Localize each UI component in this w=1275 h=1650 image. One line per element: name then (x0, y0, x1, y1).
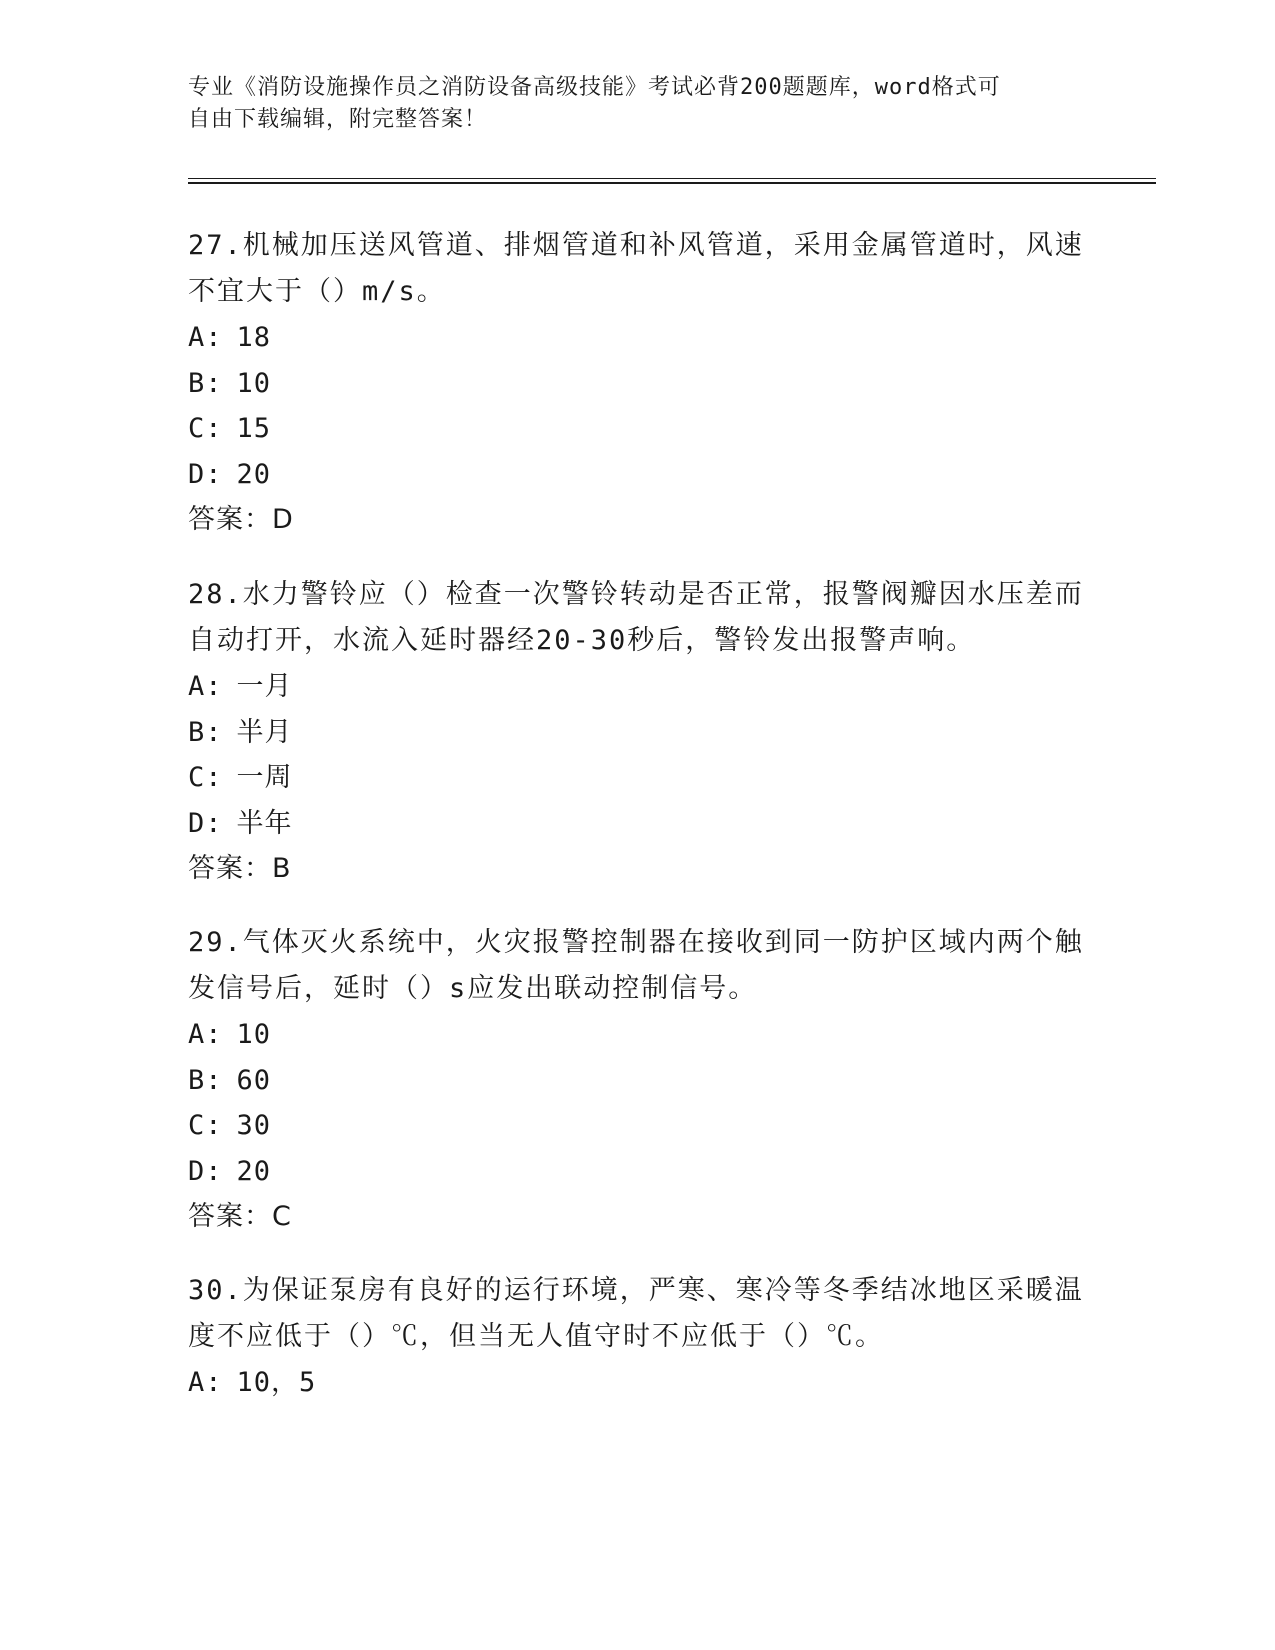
question-stem-line-1: 29.气体灭火系统中，火灾报警控制器在接收到同一防护区域内两个触 (188, 927, 1084, 958)
option-key: A: (188, 1367, 223, 1398)
option-a (188, 664, 1088, 710)
option-d (188, 801, 1088, 847)
answer-label: 答案：D (188, 504, 294, 535)
option-key: C: (188, 1110, 223, 1141)
option-a (188, 1012, 1088, 1058)
option-key: A: (188, 1019, 223, 1050)
option-b (188, 710, 1088, 756)
question-29 (188, 920, 1088, 1240)
option-value: 18 (236, 322, 272, 353)
answer-label: 答案：B (188, 853, 292, 884)
question-stem-line-2: 度不应低于（）℃，但当无人值守时不应低于（）℃。 (188, 1321, 884, 1352)
option-key: C: (188, 413, 223, 444)
option-value: 半年 (236, 807, 293, 839)
option-a (188, 315, 1088, 361)
option-value: 一月 (236, 671, 293, 702)
option-value: 半月 (236, 716, 293, 748)
option-key: B: (188, 367, 223, 399)
question-stem-line-1: 27.机械加压送风管道、排烟管道和补风管道，采用金属管道时，风速 (188, 230, 1084, 261)
header-divider-thick (188, 182, 1156, 184)
option-key: A: (188, 671, 223, 702)
header-line-2: 自由下载编辑，附完整答案！ (188, 107, 488, 132)
header-divider-thin (188, 178, 1156, 179)
option-c (188, 755, 1088, 801)
question-stem-line-2: 发信号后，延时（）s应发出联动控制信号。 (188, 973, 758, 1004)
option-key: B: (188, 1064, 223, 1096)
option-key: A: (188, 322, 223, 353)
document-header (188, 72, 1088, 136)
option-key: D: (188, 458, 223, 490)
option-key: D: (188, 1155, 223, 1187)
question-stem-line-1: 30.为保证泵房有良好的运行环境，严寒、寒冷等冬季结冰地区采暖温 (188, 1275, 1084, 1306)
option-value: 15 (236, 413, 272, 444)
option-value: 10 (236, 1019, 272, 1050)
question-stem-line-1: 28.水力警铃应（）检查一次警铃转动是否正常，报警阀瓣因水压差而 (188, 579, 1084, 610)
option-value: 30 (236, 1110, 272, 1141)
option-value: 10，5 (236, 1367, 317, 1398)
option-value: 20 (236, 458, 272, 490)
option-key: D: (188, 807, 223, 839)
question-stem-line-2: 自动打开，水流入延时器经20-30秒后，警铃发出报警声响。 (188, 625, 976, 656)
option-value: 60 (236, 1064, 272, 1096)
option-b (188, 1058, 1088, 1104)
answer-label: 答案：C (188, 1201, 292, 1232)
option-key: C: (188, 762, 223, 793)
option-b (188, 361, 1088, 407)
option-value: 10 (236, 367, 272, 399)
option-d (188, 452, 1088, 498)
option-c (188, 1103, 1088, 1149)
question-stem-line-2: 不宜大于（）m/s。 (188, 276, 446, 307)
option-value: 一周 (236, 762, 293, 793)
option-d (188, 1149, 1088, 1195)
option-key: B: (188, 716, 223, 748)
question-30 (188, 1268, 1088, 1406)
option-a (188, 1360, 1088, 1406)
question-27 (188, 223, 1088, 543)
question-28 (188, 572, 1088, 892)
header-line-1: 专业《消防设施操作员之消防设备高级技能》考试必背200题题库，word格式可 (188, 75, 1001, 100)
option-value: 20 (236, 1155, 272, 1187)
option-c (188, 406, 1088, 452)
